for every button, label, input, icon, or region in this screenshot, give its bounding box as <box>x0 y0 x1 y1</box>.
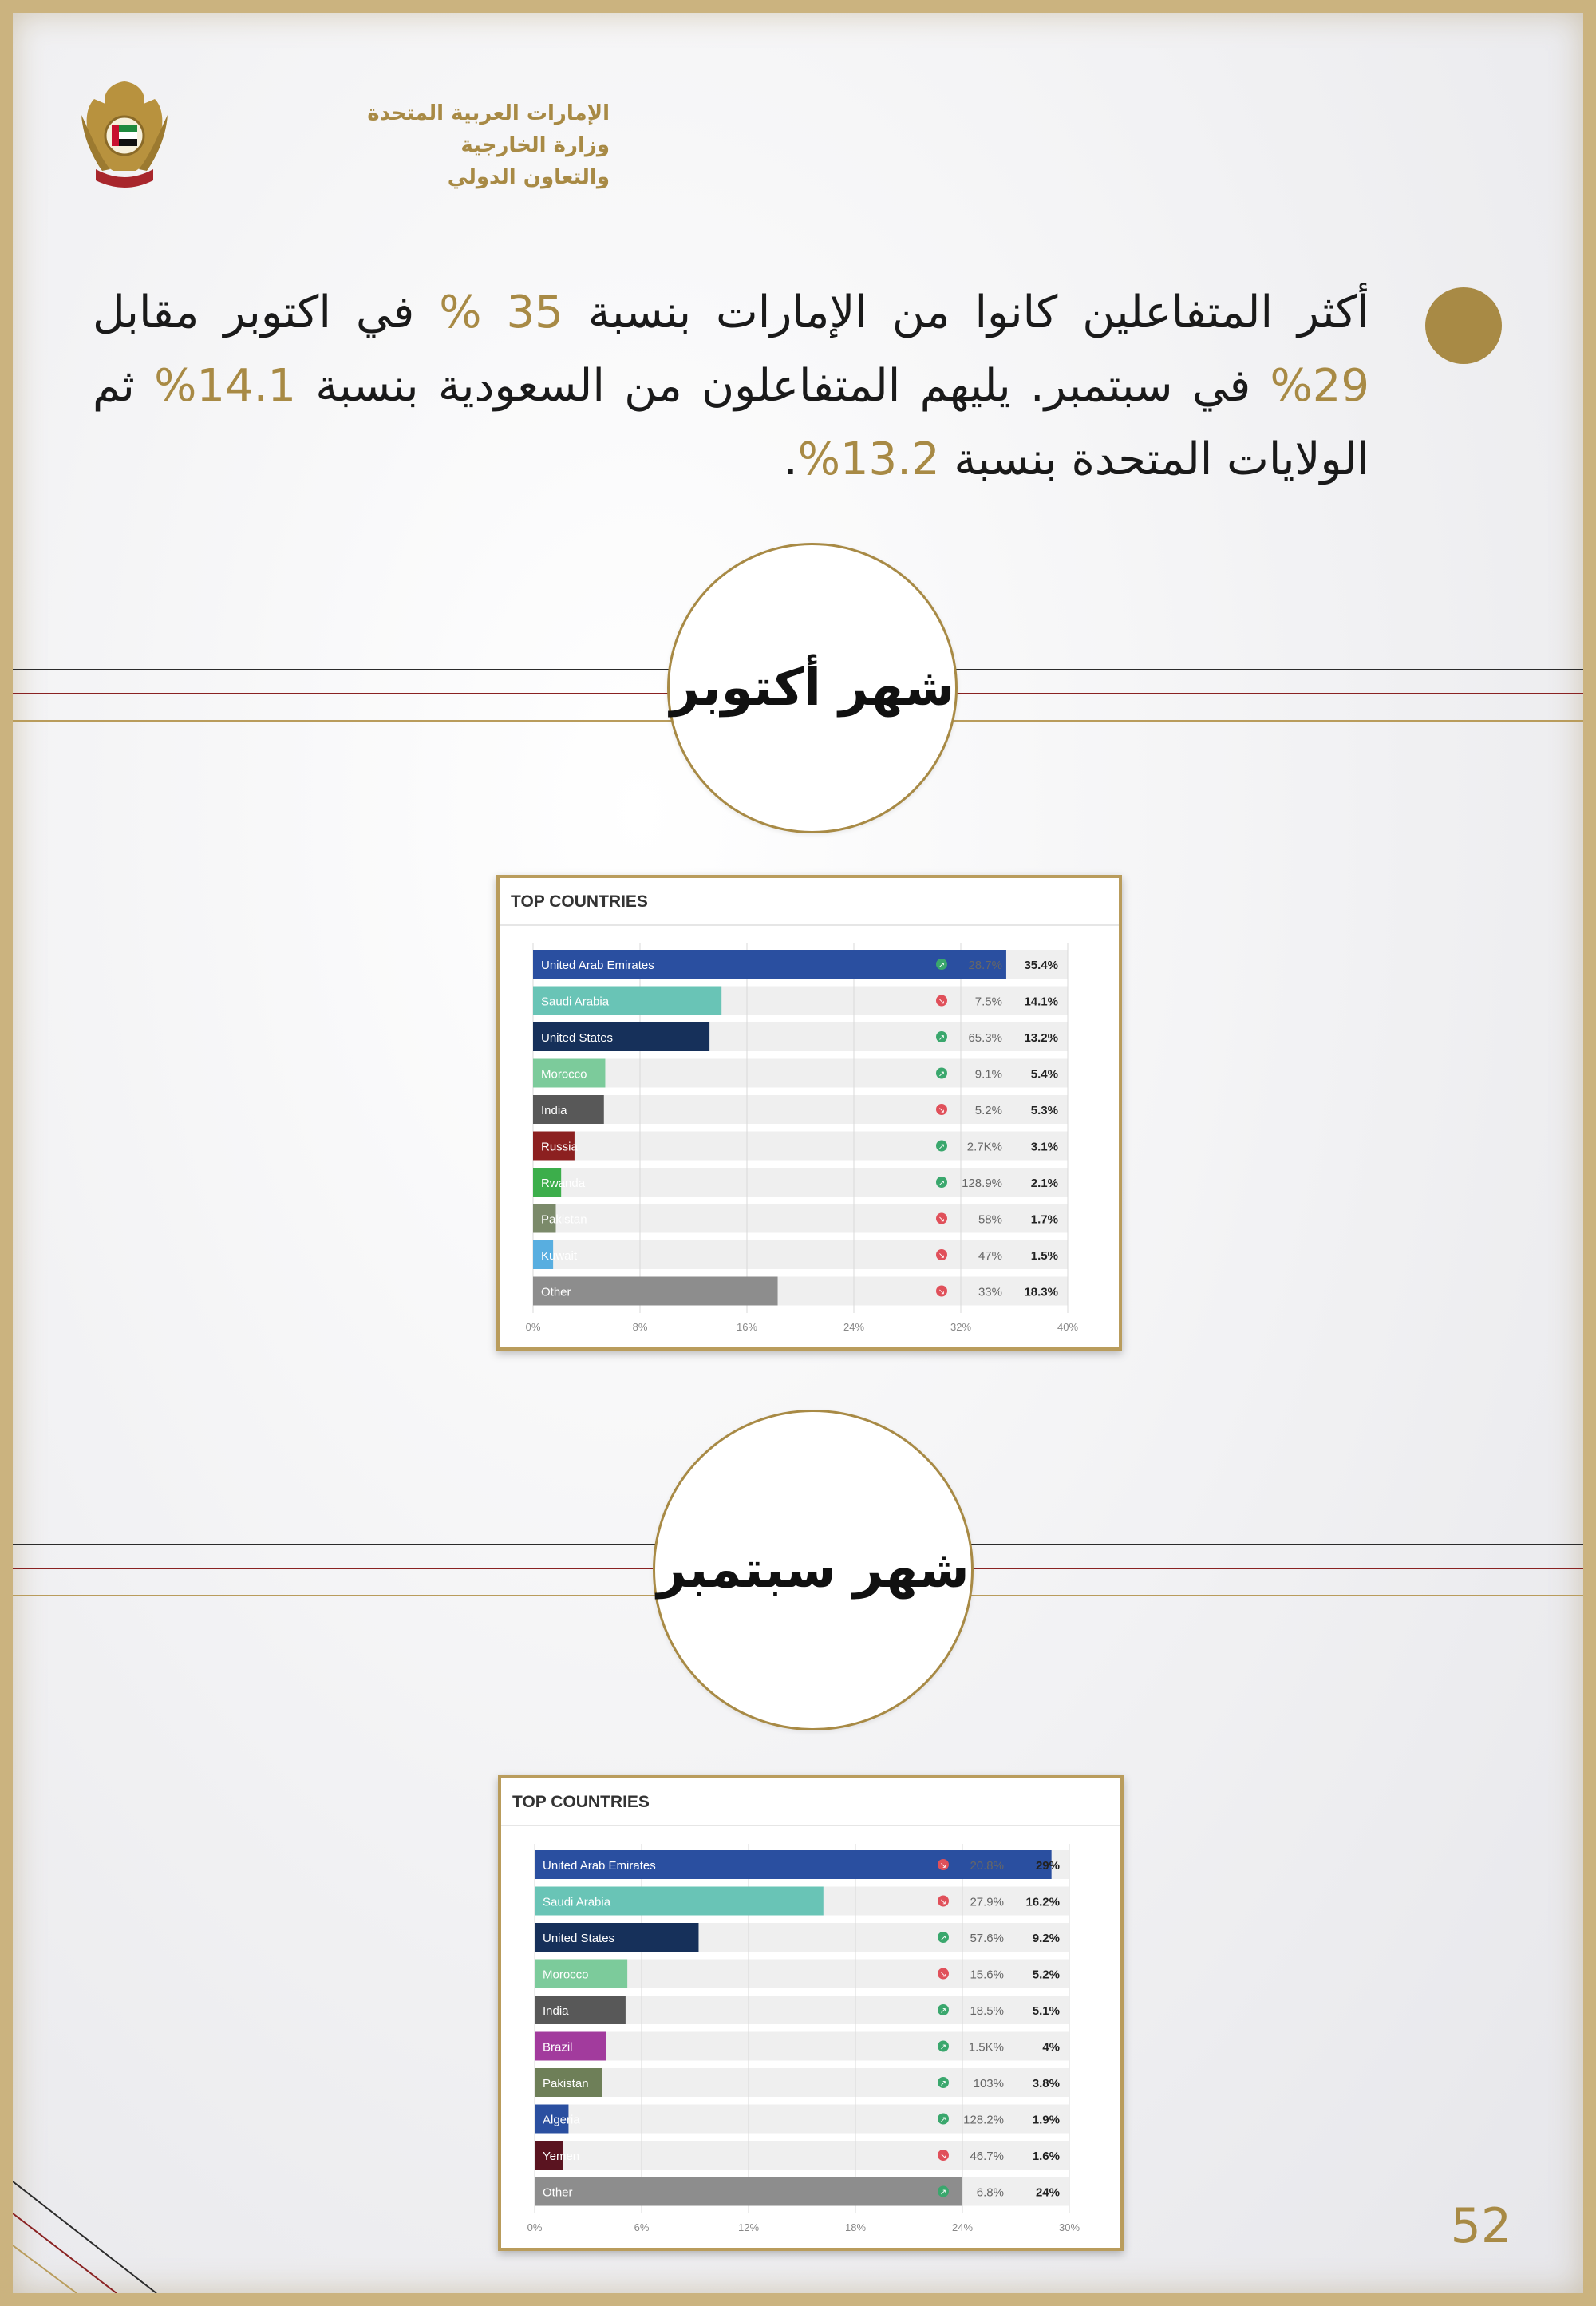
change-label: 58% <box>978 1212 1002 1227</box>
trend-arrow-icon: ↗ <box>939 1934 947 1943</box>
change-label: 128.2% <box>963 2113 1004 2127</box>
category-label: Russia <box>541 1140 578 1154</box>
category-label: United States <box>543 1932 615 1945</box>
x-tick-label: 6% <box>634 2221 650 2233</box>
october-chart <box>500 878 1119 1347</box>
value-label: 3.8% <box>1032 2077 1060 2090</box>
trend-arrow-icon: ↗ <box>939 2007 947 2015</box>
trend-arrow-icon: ↗ <box>938 1034 946 1042</box>
trend-arrow-icon: ↘ <box>938 1287 946 1297</box>
value-label: 29% <box>1035 1859 1060 1873</box>
x-tick-label: 0% <box>525 1321 541 1333</box>
value-label: 3.1% <box>1030 1140 1058 1154</box>
value-label: 1.5% <box>1030 1249 1058 1263</box>
trend-arrow-icon: ↗ <box>939 2115 947 2125</box>
value-label: 9.2% <box>1032 1932 1060 1945</box>
september-label: شهر سبتمبر <box>657 1541 970 1600</box>
category-label: Morocco <box>543 1968 589 1982</box>
x-tick-label: 24% <box>951 2221 974 2233</box>
ministry-line-2: وزارة الخارجية <box>460 133 610 157</box>
value-label: 18.3% <box>1024 1285 1058 1299</box>
category-label: India <box>543 2004 569 2018</box>
change-label: 9.1% <box>974 1067 1002 1082</box>
category-label: Pakistan <box>543 2077 589 2090</box>
change-label: 28.7% <box>968 959 1002 972</box>
category-label: Yemen <box>543 2150 580 2163</box>
trend-arrow-icon: ↘ <box>939 1970 947 1980</box>
category-label: Rwanda <box>541 1177 586 1190</box>
intro-paragraph <box>93 276 1369 496</box>
page-number: 52 <box>1450 2198 1511 2254</box>
trend-arrow-icon: ↗ <box>939 2079 947 2088</box>
change-label: 57.6% <box>970 1932 1004 1945</box>
value-label: 2.1% <box>1030 1177 1058 1190</box>
x-tick-label: 24% <box>843 1321 865 1333</box>
trend-arrow-icon: ↘ <box>939 1861 947 1870</box>
trend-arrow-icon: ↗ <box>938 1179 946 1188</box>
x-tick-label: 30% <box>1058 2221 1080 2233</box>
intro-text-1: أكثر المتفاعلين كانوا من الإمارات بنسبة <box>563 287 1370 338</box>
trend-arrow-icon: ↘ <box>939 1897 947 1907</box>
category-label: United Arab Emirates <box>541 959 654 972</box>
change-label: 65.3% <box>968 1031 1002 1045</box>
value-label: 5.4% <box>1030 1067 1058 1082</box>
category-label: United Arab Emirates <box>543 1859 656 1873</box>
category-label: Brazil <box>543 2040 573 2055</box>
x-tick-label: 16% <box>736 1321 758 1333</box>
change-label: 103% <box>973 2077 1004 2090</box>
change-label: 47% <box>978 1249 1002 1263</box>
bullet-dot <box>1425 287 1502 364</box>
intro-value-us: 13.2% <box>797 433 940 485</box>
september-top-countries-card <box>498 1775 1124 2251</box>
september-chart <box>501 1778 1120 2248</box>
october-top-countries-card <box>496 875 1122 1351</box>
category-label: Other <box>543 2185 573 2200</box>
category-label: Kuwait <box>541 1249 578 1263</box>
value-label: 1.6% <box>1032 2150 1060 2163</box>
value-label: 5.2% <box>1032 1968 1060 1982</box>
change-label: 6.8% <box>976 2185 1004 2200</box>
category-label: Algeria <box>543 2113 580 2127</box>
september-circle <box>653 1410 974 1730</box>
intro-text-4: ثم الولايات المتحدة بنسبة <box>93 360 1369 485</box>
bar <box>535 2177 962 2206</box>
change-label: 2.7K% <box>966 1140 1002 1154</box>
value-label: 13.2% <box>1024 1031 1058 1045</box>
ministry-line-3: والتعاون الدولي <box>447 165 610 189</box>
intro-text-5: . <box>783 433 798 485</box>
ministry-line-1: الإمارات العربية المتحدة <box>367 101 610 125</box>
category-label: India <box>541 1104 567 1117</box>
uae-emblem-icon <box>78 75 171 195</box>
ministry-name <box>195 97 610 193</box>
intro-value-uae-sep: 29% <box>1270 360 1370 412</box>
value-label: 1.9% <box>1032 2113 1060 2127</box>
ministry-header <box>78 75 610 203</box>
trend-arrow-icon: ↗ <box>939 2188 947 2197</box>
change-label: 18.5% <box>970 2004 1004 2018</box>
trend-arrow-icon: ↘ <box>938 1106 946 1115</box>
intro-value-uae-oct: 35 % <box>439 287 563 338</box>
intro-text-2: في اكتوبر مقابل <box>93 287 440 338</box>
x-tick-label: 8% <box>632 1321 648 1333</box>
change-label: 20.8% <box>970 1859 1004 1873</box>
change-label: 46.7% <box>970 2150 1004 2163</box>
trend-arrow-icon: ↗ <box>938 961 946 970</box>
value-label: 14.1% <box>1024 995 1058 1009</box>
october-circle <box>667 543 958 833</box>
intro-value-saudi: 14.1% <box>154 360 297 412</box>
trend-arrow-icon: ↗ <box>938 1070 946 1079</box>
value-label: 35.4% <box>1024 959 1058 972</box>
x-tick-label: 18% <box>844 2221 867 2233</box>
category-label: Morocco <box>541 1067 587 1082</box>
x-tick-label: 0% <box>527 2221 543 2233</box>
value-label: 24% <box>1035 2185 1060 2200</box>
chart-title: TOP COUNTRIES <box>512 1793 650 1811</box>
value-label: 1.7% <box>1030 1212 1058 1227</box>
trend-arrow-icon: ↗ <box>939 2043 947 2052</box>
trend-arrow-icon: ↘ <box>938 1252 946 1260</box>
value-label: 16.2% <box>1025 1895 1060 1909</box>
change-label: 1.5K% <box>968 2040 1004 2055</box>
trend-arrow-icon: ↗ <box>938 1142 946 1152</box>
trend-arrow-icon: ↘ <box>938 997 946 1007</box>
value-label: 5.1% <box>1032 2004 1060 2018</box>
x-tick-label: 32% <box>950 1321 972 1333</box>
category-label: United States <box>541 1031 614 1045</box>
chart-title: TOP COUNTRIES <box>511 892 648 911</box>
trend-arrow-icon: ↘ <box>939 2152 947 2161</box>
october-label: شهر أكتوبر <box>670 659 955 718</box>
change-label: 33% <box>978 1285 1002 1299</box>
change-label: 15.6% <box>970 1968 1004 1982</box>
corner-decoration <box>13 2134 220 2293</box>
category-label: Saudi Arabia <box>541 995 610 1009</box>
x-tick-label: 12% <box>737 2221 760 2233</box>
change-label: 128.9% <box>962 1177 1002 1190</box>
intro-text-3: في سبتمبر. يليهم المتفاعلون من السعودية بنسبة <box>296 360 1270 412</box>
change-label: 7.5% <box>974 995 1002 1009</box>
category-label: Pakistan <box>541 1212 587 1227</box>
x-tick-label: 40% <box>1057 1321 1079 1333</box>
trend-arrow-icon: ↘ <box>938 1215 946 1224</box>
category-label: Saudi Arabia <box>543 1895 611 1909</box>
change-label: 5.2% <box>974 1104 1002 1117</box>
value-label: 4% <box>1042 2040 1060 2055</box>
change-label: 27.9% <box>970 1895 1004 1909</box>
category-label: Other <box>541 1285 571 1299</box>
value-label: 5.3% <box>1030 1104 1058 1117</box>
